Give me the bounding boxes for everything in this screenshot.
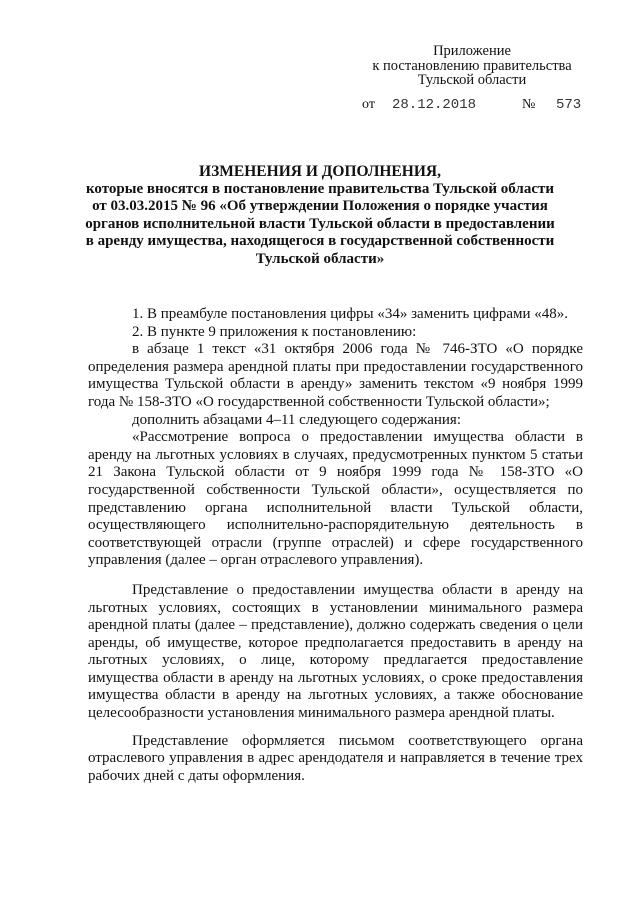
- title-heading: ИЗМЕНЕНИЯ И ДОПОЛНЕНИЯ,: [199, 163, 441, 180]
- registration-date: 28.12.2018: [392, 97, 477, 113]
- title-line-2: от 03.03.2015 № 96 «Об утверждении Положения о порядке участия: [92, 198, 548, 215]
- paragraph-2: 2. В пункте 9 приложения к постановлению:: [132, 323, 417, 340]
- paragraph-5: «Рассмотрение вопроса о предоставлении имущества области в аренду на льготных условиях в случаях, предусмотренных пунктом 5 статьи 21 Закона Тульской области от 9 ноября 1999 года № 158-ЗТО «О государственной собственности Тульской области», осуществляется по представлению органа исполнительной власти Тульской области, осуществляющего исполнительно-распорядительную деятельность в соответствующей отрасли (группе отраслей) и сфере государственного управления (далее – орган отраслевого управления).: [88, 429, 583, 569]
- appendix-block: [352, 44, 592, 88]
- appendix-line-1: Приложение: [433, 43, 511, 59]
- number-label: №: [522, 97, 536, 112]
- appendix-line-2: к постановлению правительства: [372, 57, 572, 74]
- title-line-4: в аренду имущества, находящегося в государственной собственности: [85, 233, 555, 250]
- paragraph-4: дополнить абзацами 4–11 следующего содержания:: [132, 411, 462, 428]
- registration-line: [362, 97, 602, 117]
- paragraph-6: Представление о предоставлении имущества области в аренду на льготных условиях, состоящих в установлении минимального размера арендной платы (далее – представление), должно содержать сведения о цели аренды, об имуществе, которое предполагается предоставить в аренду на льготных условиях, о лице, которому предлагается предоставление имущества области в аренду на льготных условиях, о сроке предоставления имущества области в аренду на льготных условиях, а также обоснование целесообразности установления минимального размера арендной платы.: [88, 581, 583, 722]
- title-line-5: Тульской области»: [255, 250, 385, 267]
- registration-number: 573: [556, 97, 582, 113]
- title-line-3: органов исполнительной власти Тульской области в предоставлении: [85, 215, 555, 232]
- paragraph-1: 1. В преамбуле постановления цифры «34» заменить цифрами «48».: [132, 306, 569, 322]
- paragraph-3: в абзаце 1 текст «31 октября 2006 года № 746-ЗТО «О порядке определения размера арендной платы при предоставлении государственного имущества Тульской области в аренду» заменить текстом «9 ноября 1999 года № 158-ЗТО «О государственной собственности Тульской области»;: [88, 341, 583, 410]
- document-title: [60, 163, 580, 269]
- document-body: [88, 306, 583, 785]
- paragraph-7: Представление оформляется письмом соответствующего органа отраслевого управления в адрес арендодателя и направляется в течение трех рабочих дней с даты оформления.: [88, 732, 583, 784]
- from-label: от: [362, 97, 375, 112]
- appendix-line-3: Тульской области: [417, 72, 527, 88]
- title-line-1: которые вносятся в постановление правительства Тульской области: [85, 180, 555, 197]
